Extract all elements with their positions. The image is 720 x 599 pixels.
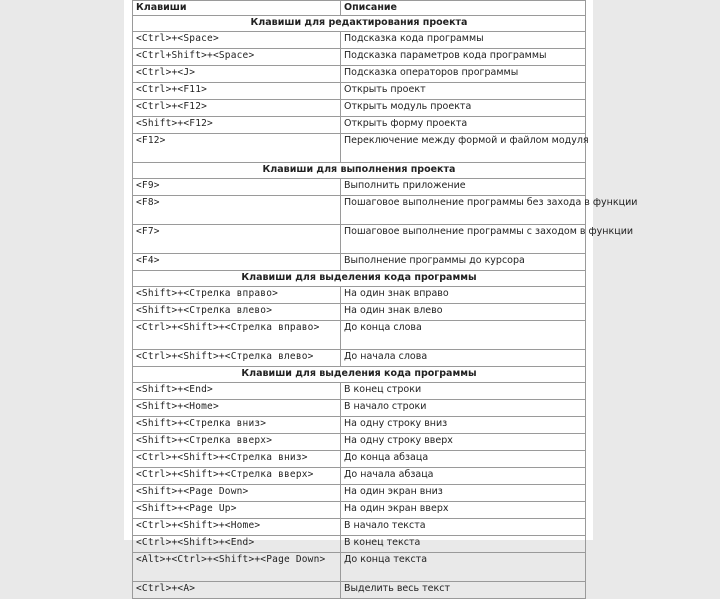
table-row — [133, 434, 586, 451]
key-cell: <Shift>+<Home> — [133, 400, 341, 417]
description-cell: На один знак влево — [341, 304, 586, 321]
table-row — [133, 287, 586, 304]
description-cell: Пошаговое выполнение программы без захода в функции — [341, 196, 586, 225]
description-cell: В конец строки — [341, 383, 586, 400]
description-cell: Открыть форму проекта — [341, 117, 586, 134]
description-cell: Подсказка операторов программы — [341, 66, 586, 83]
table-row — [133, 32, 586, 49]
key-cell: <F8> — [133, 196, 341, 225]
key-cell: <Ctrl>+<A> — [133, 582, 341, 599]
description-cell: На один экран вниз — [341, 485, 586, 502]
description-cell: Выделить весь текст — [341, 582, 586, 599]
key-cell: <Ctrl+Shift>+<Space> — [133, 49, 341, 66]
header-keys: Клавиши — [133, 1, 341, 16]
table-row — [133, 468, 586, 485]
table-row — [133, 225, 586, 254]
description-cell: До конца абзаца — [341, 451, 586, 468]
key-cell: <F9> — [133, 179, 341, 196]
description-cell: В начало текста — [341, 519, 586, 536]
key-cell: <Ctrl>+<Shift>+<Стрелка вниз> — [133, 451, 341, 468]
description-cell: Подсказка параметров кода программы — [341, 49, 586, 66]
key-cell: <Ctrl>+<Shift>+<Стрелка вправо> — [133, 321, 341, 350]
description-cell: Открыть проект — [341, 83, 586, 100]
description-cell: Пошаговое выполнение программы с заходом в функции — [341, 225, 586, 254]
description-cell: До начала слова — [341, 350, 586, 367]
key-cell: <Ctrl>+<Shift>+<Стрелка влево> — [133, 350, 341, 367]
description-cell: На одну строку вниз — [341, 417, 586, 434]
table-row — [133, 383, 586, 400]
section-title: Клавиши для выполнения проекта — [133, 163, 586, 179]
description-cell: На один экран вверх — [341, 502, 586, 519]
shortcuts-table — [132, 0, 638, 599]
description-cell: До начала абзаца — [341, 468, 586, 485]
description-cell: На одну строку вверх — [341, 434, 586, 451]
table-row — [133, 179, 586, 196]
description-cell: Открыть модуль проекта — [341, 100, 586, 117]
table-row — [133, 134, 586, 163]
key-cell: <F12> — [133, 134, 341, 163]
table-row — [133, 582, 586, 599]
description-cell: Выполнить приложение — [341, 179, 586, 196]
table-header-row — [133, 1, 586, 16]
table-row — [133, 254, 586, 271]
description-cell: В начало строки — [341, 400, 586, 417]
table-row — [133, 451, 586, 468]
key-cell: <Shift>+<Стрелка влево> — [133, 304, 341, 321]
description-cell: В конец текста — [341, 536, 586, 553]
key-cell: <Ctrl>+<Space> — [133, 32, 341, 49]
key-cell: <Ctrl>+<Shift>+<Стрелка вверх> — [133, 468, 341, 485]
key-cell: <Ctrl>+<Shift>+<End> — [133, 536, 341, 553]
key-cell: <Ctrl>+<Shift>+<Home> — [133, 519, 341, 536]
description-cell: Подсказка кода программы — [341, 32, 586, 49]
section-title: Клавиши для выделения кода программы — [133, 367, 586, 383]
key-cell: <Ctrl>+<F12> — [133, 100, 341, 117]
description-cell: На один знак вправо — [341, 287, 586, 304]
table-row — [133, 117, 586, 134]
table-row — [133, 417, 586, 434]
table-row — [133, 321, 586, 350]
key-cell: <F4> — [133, 254, 341, 271]
key-cell: <Shift>+<Стрелка вниз> — [133, 417, 341, 434]
description-cell: Выполнение программы до курсора — [341, 254, 586, 271]
table-row — [133, 519, 586, 536]
description-cell: Переключение между формой и файлом модуля — [341, 134, 586, 163]
description-cell: До конца слова — [341, 321, 586, 350]
table-row — [133, 66, 586, 83]
table-row — [133, 196, 586, 225]
header-description: Описание — [341, 1, 586, 16]
table-row — [133, 536, 586, 553]
document-page — [124, 0, 638, 594]
key-cell: <Shift>+<Page Down> — [133, 485, 341, 502]
table-row — [133, 400, 586, 417]
section-title: Клавиши для выделения кода программы — [133, 271, 586, 287]
table-row — [133, 83, 586, 100]
key-cell: <Ctrl>+<J> — [133, 66, 341, 83]
table-row — [133, 485, 586, 502]
key-cell: <Shift>+<Page Up> — [133, 502, 341, 519]
key-cell: <Shift>+<Стрелка вверх> — [133, 434, 341, 451]
key-cell: <Alt>+<Ctrl>+<Shift>+<Page Down> — [133, 553, 341, 582]
table-row — [133, 553, 586, 582]
key-cell: <F7> — [133, 225, 341, 254]
table-row — [133, 502, 586, 519]
table-row — [133, 350, 586, 367]
key-cell: <Shift>+<End> — [133, 383, 341, 400]
table-row — [133, 304, 586, 321]
section-title: Клавиши для редактирования проекта — [133, 16, 586, 32]
table-row — [133, 49, 586, 66]
key-cell: <Ctrl>+<F11> — [133, 83, 341, 100]
key-cell: <Shift>+<Стрелка вправо> — [133, 287, 341, 304]
description-cell: До конца текста — [341, 553, 586, 582]
table-row — [133, 100, 586, 117]
key-cell: <Shift>+<F12> — [133, 117, 341, 134]
